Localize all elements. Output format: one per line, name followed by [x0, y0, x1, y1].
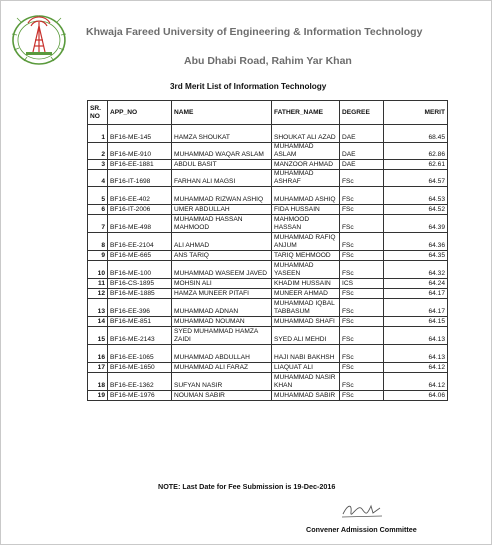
- cell-name: UMER ABDULLAH: [172, 205, 272, 215]
- table-row: [88, 125, 448, 143]
- cell-degree: FSc: [340, 391, 384, 401]
- cell-father-name: MAHMOOD HASSAN: [272, 215, 340, 233]
- table-row: [88, 327, 448, 345]
- cell-sr: 3: [88, 160, 108, 170]
- cell-sr: 11: [88, 279, 108, 289]
- cell-father-name: MUHAMMAD NASIR KHAN: [272, 373, 340, 391]
- cell-name: MUHAMMAD ABDULLAH: [172, 345, 272, 363]
- cell-app-no: BF16-ME-100: [108, 261, 172, 279]
- col-header-father-name: FATHER_NAME: [272, 101, 340, 125]
- cell-degree: FSc: [340, 187, 384, 205]
- cell-sr: 15: [88, 327, 108, 345]
- fee-note: NOTE: Last Date for Fee Submission is 19-Dec-2016: [158, 482, 336, 491]
- cell-father-name: MUHAMMAD YASEEN: [272, 261, 340, 279]
- table-row: [88, 317, 448, 327]
- cell-sr: 13: [88, 299, 108, 317]
- cell-name: FARHAN ALI MAGSI: [172, 170, 272, 187]
- cell-father-name: MUHAMMAD RAFIQ ANJUM: [272, 233, 340, 251]
- cell-name: HAMZA SHOUKAT: [172, 125, 272, 143]
- cell-name: ALI AHMAD: [172, 233, 272, 251]
- cell-app-no: BF16-EE-396: [108, 299, 172, 317]
- cell-degree: FSc: [340, 251, 384, 261]
- cell-name: ABDUL BASIT: [172, 160, 272, 170]
- cell-sr: 16: [88, 345, 108, 363]
- cell-merit: 64.13: [384, 345, 448, 363]
- cell-father-name: LIAQUAT ALI: [272, 363, 340, 373]
- table-row: [88, 261, 448, 279]
- cell-name: MUHAMMAD RIZWAN ASHIQ: [172, 187, 272, 205]
- cell-merit: 64.52: [384, 205, 448, 215]
- cell-degree: ICS: [340, 279, 384, 289]
- cell-degree: FSc: [340, 345, 384, 363]
- signature-icon: [340, 500, 384, 520]
- cell-merit: 64.17: [384, 299, 448, 317]
- university-address: Abu Dhabi Road, Rahim Yar Khan: [184, 55, 352, 67]
- cell-app-no: BF16-EE-402: [108, 187, 172, 205]
- cell-app-no: BF16-ME-1885: [108, 289, 172, 299]
- university-name: Khwaja Fareed University of Engineering & Information Technology: [86, 26, 423, 38]
- cell-name: NOUMAN SABIR: [172, 391, 272, 401]
- cell-father-name: FIDA HUSSAIN: [272, 205, 340, 215]
- table-row: [88, 345, 448, 363]
- cell-degree: FSc: [340, 317, 384, 327]
- cell-sr: 1: [88, 125, 108, 143]
- cell-sr: 10: [88, 261, 108, 279]
- cell-app-no: BF16-ME-2143: [108, 327, 172, 345]
- cell-name: ANS TARIQ: [172, 251, 272, 261]
- cell-app-no: BF16-IT-2006: [108, 205, 172, 215]
- university-logo-icon: [4, 6, 74, 68]
- cell-degree: DAE: [340, 160, 384, 170]
- cell-name: MUHAMMAD ALI FARAZ: [172, 363, 272, 373]
- cell-sr: 5: [88, 187, 108, 205]
- cell-merit: 62.61: [384, 160, 448, 170]
- cell-name: MUHAMMAD WASEEM JAVED: [172, 261, 272, 279]
- cell-merit: 64.32: [384, 261, 448, 279]
- cell-father-name: MUHAMMAD ASHRAF: [272, 170, 340, 187]
- cell-father-name: MUHAMMAD IQBAL TABBASUM: [272, 299, 340, 317]
- table-row: [88, 205, 448, 215]
- cell-app-no: BF16-EE-1065: [108, 345, 172, 363]
- cell-sr: 17: [88, 363, 108, 373]
- cell-app-no: BF16-ME-145: [108, 125, 172, 143]
- cell-sr: 14: [88, 317, 108, 327]
- cell-degree: FSc: [340, 170, 384, 187]
- table-row: [88, 391, 448, 401]
- cell-merit: 64.06: [384, 391, 448, 401]
- cell-merit: 64.53: [384, 187, 448, 205]
- table-row: [88, 160, 448, 170]
- cell-sr: 19: [88, 391, 108, 401]
- cell-merit: 64.12: [384, 363, 448, 373]
- cell-father-name: SHOUKAT ALI AZAD: [272, 125, 340, 143]
- merit-table-body: [88, 125, 448, 401]
- cell-sr: 8: [88, 233, 108, 251]
- table-row: [88, 233, 448, 251]
- cell-app-no: BF16-EE-2104: [108, 233, 172, 251]
- cell-father-name: MUNEER AHMAD: [272, 289, 340, 299]
- cell-sr: 7: [88, 215, 108, 233]
- cell-merit: 64.36: [384, 233, 448, 251]
- cell-merit: 68.45: [384, 125, 448, 143]
- cell-merit: 64.12: [384, 373, 448, 391]
- cell-name: MUHAMMAD ADNAN: [172, 299, 272, 317]
- cell-degree: FSc: [340, 205, 384, 215]
- cell-degree: FSc: [340, 373, 384, 391]
- table-row: [88, 279, 448, 289]
- cell-merit: 64.15: [384, 317, 448, 327]
- cell-sr: 9: [88, 251, 108, 261]
- cell-merit: 64.13: [384, 327, 448, 345]
- cell-degree: FSc: [340, 289, 384, 299]
- table-row: [88, 215, 448, 233]
- table-row: [88, 299, 448, 317]
- cell-degree: DAE: [340, 125, 384, 143]
- table-row: [88, 251, 448, 261]
- cell-name: MOHSIN ALI: [172, 279, 272, 289]
- col-header-degree: DEGREE: [340, 101, 384, 125]
- cell-app-no: BF16-ME-910: [108, 143, 172, 160]
- table-row: [88, 289, 448, 299]
- cell-name: MUHAMMAD WAQAR ASLAM: [172, 143, 272, 160]
- cell-name: SYED MUHAMMAD HAMZA ZAIDI: [172, 327, 272, 345]
- col-header-merit: MERIT: [384, 101, 448, 125]
- table-row: [88, 170, 448, 187]
- cell-merit: 64.17: [384, 289, 448, 299]
- cell-merit: 64.35: [384, 251, 448, 261]
- cell-name: SUFYAN NASIR: [172, 373, 272, 391]
- cell-father-name: MANZOOR AHMAD: [272, 160, 340, 170]
- table-row: [88, 363, 448, 373]
- cell-name: MUHAMMAD NOUMAN: [172, 317, 272, 327]
- col-header-sr: SR. NO: [88, 101, 108, 125]
- cell-app-no: BF16-IT-1698: [108, 170, 172, 187]
- cell-father-name: SYED ALI MEHDI: [272, 327, 340, 345]
- cell-app-no: BF16-EE-1362: [108, 373, 172, 391]
- table-row: [88, 373, 448, 391]
- cell-degree: FSc: [340, 261, 384, 279]
- cell-app-no: BF16-ME-1976: [108, 391, 172, 401]
- cell-sr: 2: [88, 143, 108, 160]
- col-header-app-no: APP_NO: [108, 101, 172, 125]
- convener-signatory: Convener Admission Committee: [306, 525, 417, 534]
- cell-father-name: HAJI NABI BAKHSH: [272, 345, 340, 363]
- cell-merit: 62.86: [384, 143, 448, 160]
- cell-sr: 4: [88, 170, 108, 187]
- cell-father-name: KHADIM HUSSAIN: [272, 279, 340, 289]
- cell-app-no: BF16-ME-665: [108, 251, 172, 261]
- table-header-row: [88, 101, 448, 125]
- table-row: [88, 187, 448, 205]
- cell-app-no: BF16-ME-498: [108, 215, 172, 233]
- table-row: [88, 143, 448, 160]
- cell-name: HAMZA MUNEER PITAFI: [172, 289, 272, 299]
- cell-name: MUHAMMAD HASSAN MAHMOOD: [172, 215, 272, 233]
- merit-table: [87, 100, 448, 401]
- cell-app-no: BF16-ME-1650: [108, 363, 172, 373]
- cell-app-no: BF16-CS-1895: [108, 279, 172, 289]
- cell-father-name: MUHAMMAD ASHIQ: [272, 187, 340, 205]
- cell-sr: 12: [88, 289, 108, 299]
- cell-degree: FSc: [340, 233, 384, 251]
- cell-app-no: BF16-EE-1881: [108, 160, 172, 170]
- cell-app-no: BF16-ME-851: [108, 317, 172, 327]
- cell-merit: 64.39: [384, 215, 448, 233]
- merit-list-title: 3rd Merit List of Information Technology: [170, 82, 327, 91]
- cell-father-name: TARIQ MEHMOOD: [272, 251, 340, 261]
- cell-merit: 64.24: [384, 279, 448, 289]
- cell-merit: 64.57: [384, 170, 448, 187]
- cell-father-name: MUHAMMAD SHAFI: [272, 317, 340, 327]
- cell-degree: FSc: [340, 327, 384, 345]
- cell-sr: 18: [88, 373, 108, 391]
- cell-degree: FSc: [340, 299, 384, 317]
- col-header-name: NAME: [172, 101, 272, 125]
- cell-father-name: MUHAMMAD SABIR: [272, 391, 340, 401]
- cell-degree: FSc: [340, 215, 384, 233]
- cell-sr: 6: [88, 205, 108, 215]
- cell-degree: DAE: [340, 143, 384, 160]
- cell-degree: FSc: [340, 363, 384, 373]
- cell-father-name: MUHAMMAD ASLAM: [272, 143, 340, 160]
